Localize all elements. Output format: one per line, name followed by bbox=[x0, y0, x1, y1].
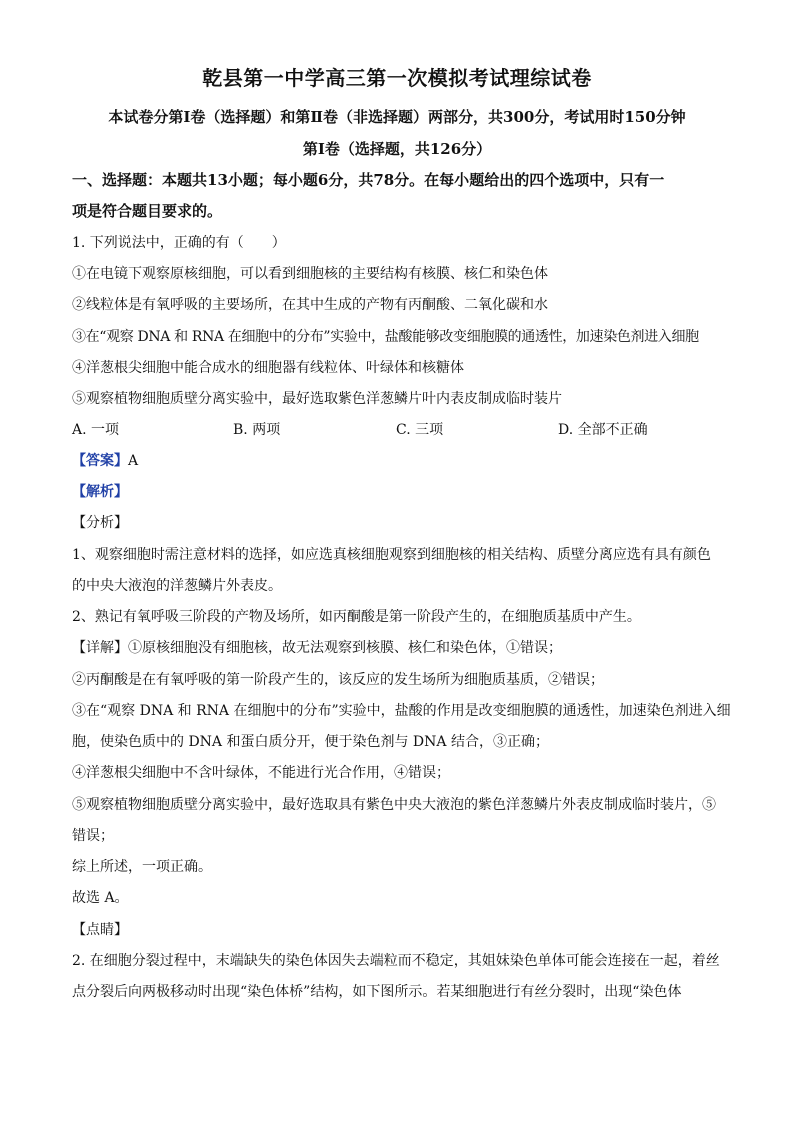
detail-line-9: 故选 A。 bbox=[72, 890, 129, 906]
instructions-line-2: 项是符合题目要求的。 bbox=[72, 202, 223, 220]
section-heading: 第Ⅰ卷（选择题，共126分） bbox=[302, 140, 492, 158]
exam-intro: 本试卷分第Ⅰ卷（选择题）和第Ⅱ卷（非选择题）两部分，共300分，考试用时150分钟 bbox=[108, 108, 686, 126]
fenxi-line-1: 1、观察细胞时需注意材料的选择，如应选真核细胞观察到细胞核的相关结构、质壁分离应选有具有颜色 bbox=[72, 547, 711, 563]
detail-tag: 【详解】 bbox=[72, 640, 128, 656]
question-1-item-4: ④洋葱根尖细胞中能合成水的细胞器有线粒体、叶绿体和核糖体 bbox=[72, 360, 464, 376]
detail-line-6: ⑤观察植物细胞质壁分离实验中，最好选取具有紫色中央大液泡的紫色洋葱鳞片外表皮制成临时装片，⑤ bbox=[72, 797, 716, 813]
detail-line-5: ④洋葱根尖细胞中不含叶绿体，不能进行光合作用，④错误； bbox=[72, 765, 450, 781]
exam-title: 乾县第一中学高三第一次模拟考试理综试卷 bbox=[202, 66, 592, 90]
option-d: D. 全部不正确 bbox=[558, 422, 648, 438]
question-2-line-1: 2. 在细胞分裂过程中，末端缺失的染色体因失去端粒而不稳定，其姐妹染色单体可能会连接在一起，着丝 bbox=[72, 953, 720, 969]
question-1-item-5: ⑤观察植物细胞质壁分离实验中，最好选取紫色洋葱鳞片叶内表皮制成临时装片 bbox=[72, 391, 562, 407]
option-b: B. 两项 bbox=[233, 422, 281, 438]
option-c: C. 三项 bbox=[396, 422, 444, 438]
dianjing-line bbox=[72, 920, 724, 940]
detail-line-7: 错误； bbox=[72, 828, 114, 844]
fenxi-tag: 【分析】 bbox=[72, 515, 128, 531]
answer-value: A bbox=[128, 453, 139, 469]
dianjing-tag: 【点睛】 bbox=[72, 922, 128, 938]
question-1-item-1: ①在电镜下观察原核细胞，可以看到细胞核的主要结构有核膜、核仁和染色体 bbox=[72, 266, 548, 282]
option-a: A. 一项 bbox=[72, 422, 120, 438]
answer-tag: 【答案】 bbox=[72, 453, 128, 469]
detail-line-8: 综上所述，一项正确。 bbox=[72, 859, 212, 875]
question-1-item-3: ③在“观察 DNA 和 RNA 在细胞中的分布”实验中，盐酸能够改变细胞膜的通透性，加速染色剂进入细胞 bbox=[72, 329, 699, 345]
fenxi-line-3: 2、熟记有氧呼吸三阶段的产物及场所，如丙酮酸是第一阶段产生的，在细胞质基质中产生。 bbox=[72, 609, 641, 625]
detail-text-1: ①原核细胞没有细胞核，故无法观察到核膜、核仁和染色体，①错误； bbox=[128, 640, 562, 656]
jiexi-tag: 【解析】 bbox=[72, 484, 128, 500]
detail-line-2: ②丙酮酸是在有氧呼吸的第一阶段产生的，该反应的发生场所为细胞质基质，②错误； bbox=[72, 672, 604, 688]
detail-line-4: 胞，使染色质中的 DNA 和蛋白质分开，便于染色剂与 DNA 结合，③正确； bbox=[72, 734, 549, 750]
answer-line bbox=[72, 451, 724, 471]
detail-line-3: ③在“观察 DNA 和 RNA 在细胞中的分布”实验中，盐酸的作用是改变细胞膜的通透性，加速染色剂进入细 bbox=[72, 703, 731, 719]
fenxi-line-2: 的中央大液泡的洋葱鳞片外表皮。 bbox=[72, 578, 282, 594]
instructions-line-1: 一、选择题：本题共13小题；每小题6分，共78分。在每小题给出的四个选项中，只有一 bbox=[72, 171, 665, 189]
question-2-line-2: 点分裂后向两极移动时出现“染色体桥”结构，如下图所示。若某细胞进行有丝分裂时，出现“染色体 bbox=[72, 984, 682, 1000]
detail-line-1 bbox=[72, 638, 724, 658]
jiexi-line bbox=[72, 482, 724, 502]
fenxi-heading bbox=[72, 513, 724, 533]
question-1-stem: 1. 下列说法中，正确的有（ ） bbox=[72, 235, 286, 251]
question-1-item-2: ②线粒体是有氧呼吸的主要场所，在其中生成的产物有丙酮酸、二氧化碳和水 bbox=[72, 297, 548, 313]
